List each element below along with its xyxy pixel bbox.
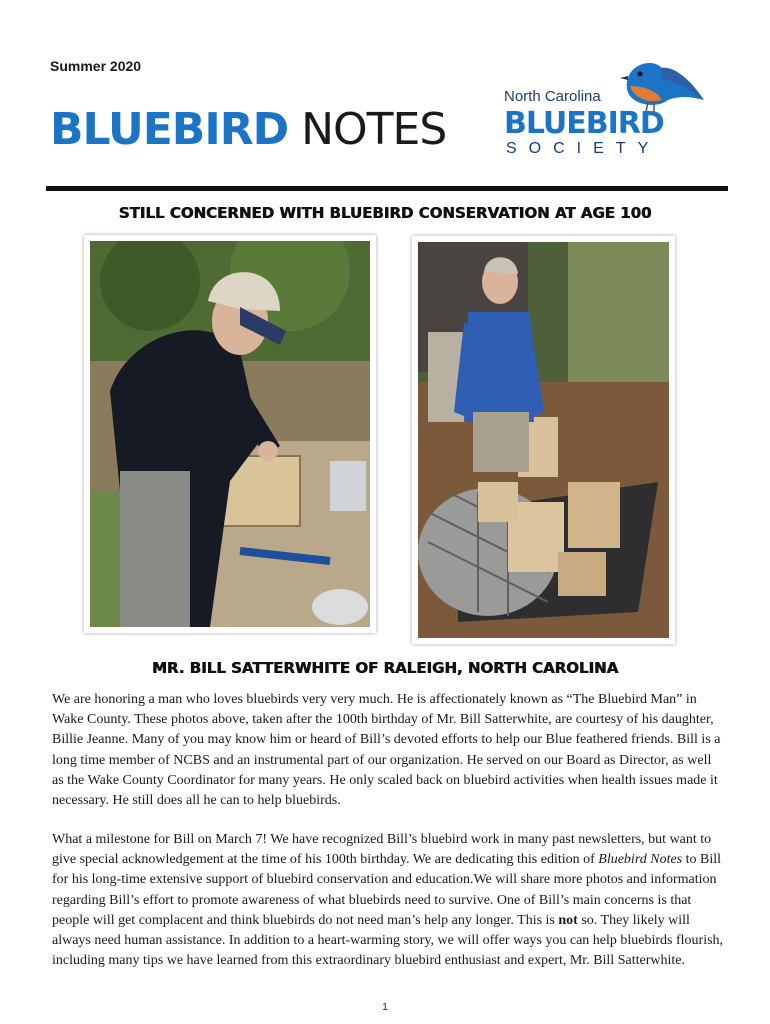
body-paragraph-2 <box>52 830 724 971</box>
newsletter-title <box>50 104 446 155</box>
sub-headline: MR. BILL SATTERWHITE OF RALEIGH, NORTH CAROLINA <box>151 659 619 677</box>
society-logo <box>500 56 710 166</box>
publication-title: Bluebird Notes <box>598 852 683 868</box>
main-headline: STILL CONCERNED WITH BLUEBIRD CONSERVATION AT AGE 100 <box>118 204 652 222</box>
paragraph-2-part-3: so. They likely will always need human assistance. In addition to a heart-warming story, we will offer ways you can help bluebirds flourish, including many tips we have learned from this extraordinary bluebird enthusiast and expert, Mr. Bill Satterwhite. <box>52 912 724 969</box>
photo-man-with-birdhouses <box>418 242 669 638</box>
logo-bluebird: BLUEBIRD <box>504 106 664 141</box>
title-bluebird: BLUEBIRD <box>50 104 289 155</box>
photo-man-assembling-birdhouse <box>90 241 370 627</box>
emphasis-not: not <box>558 912 578 928</box>
logo-state: North Carolina <box>504 88 601 105</box>
issue-date: Summer 2020 <box>50 58 142 74</box>
paragraph-2-part-1: What a milestone for Bill on March 7! We have recognized Bill’s bluebird work in many past newsletters, but want to give special acknowledgement at the time of his 100th birthday. We are dedicating this edition of <box>52 832 712 868</box>
body-paragraph-1: We are honoring a man who loves bluebirds very very much. He is affectionately known as “The Bluebird Man” in Wake County. These photos above, taken after the 100th birthday of Mr. Bill Satterwhite, are courtesy of his daughter, Billie Jeanne. Many of you may know him or heard of Bill’s devoted efforts to help our Blue feathered friends. Bill is a long time member of NCBS and an instrumental part of our organization. He served on our Board as Director, as well as the Wake County Coordinator for many years. He only scaled back on bluebird activities when health issues made it necessary. He still does all he can to help bluebirds. <box>52 692 721 809</box>
paragraph-2-part-2: to Bill for his long-time extensive support of bluebird conservation and education.We will share more photos and information regarding Bill’s effort to promote awareness of what bluebirds need to survive. One of Bill’s main concerns is that people will get complacent and think bluebirds do not need man’s help any longer. This is <box>52 852 722 928</box>
photo-building-birdhouse <box>84 235 376 633</box>
title-notes: NOTES <box>301 104 447 155</box>
photo-birdhouses-cart <box>412 236 675 644</box>
header-rule <box>46 186 728 191</box>
page-number: 1 <box>382 1002 388 1013</box>
logo-society: SOCIETY <box>506 140 661 157</box>
